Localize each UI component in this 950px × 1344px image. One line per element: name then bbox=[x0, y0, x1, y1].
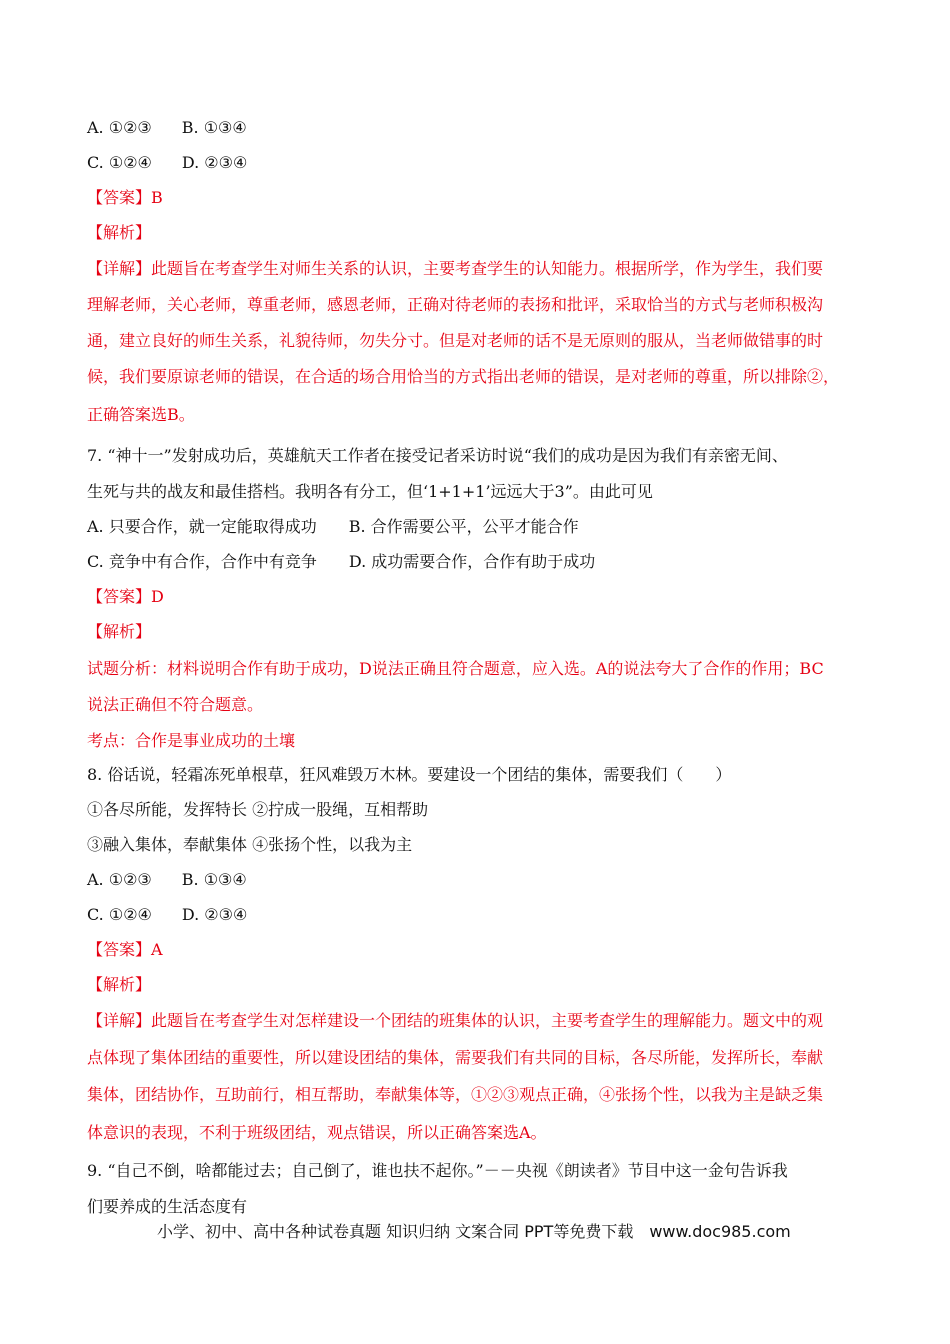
q6-detail-line: 候，我们要原谅老师的错误，在合适的场合用恰当的方式指出老师的错误，是对老师的尊重，所以排除②， bbox=[87, 367, 840, 386]
q6-option-c: C. ①②④ bbox=[87, 153, 152, 172]
q7-options-row-2 bbox=[87, 551, 595, 573]
q8-options-row-2 bbox=[87, 904, 247, 926]
q6-option-b: B. ①③④ bbox=[181, 118, 247, 137]
q7-detail-line: 说法正确但不符合题意。 bbox=[87, 695, 264, 714]
q7-detail-line: 试题分析：材料说明合作有助于成功，D说法正确且符合题意，应入选。A的说法夸大了合作的作用；BC bbox=[87, 659, 824, 678]
q7-knowledge-point: 考点：合作是事业成功的土壤 bbox=[87, 731, 296, 750]
q6-detail-line: 【详解】此题旨在考查学生对师生关系的认识，主要考查学生的认知能力。根据所学，作为学生，我们要 bbox=[87, 259, 824, 278]
q6-options-row-1 bbox=[87, 117, 247, 139]
q6-option-a: A. ①②③ bbox=[87, 118, 152, 137]
q8-detail-line: 体意识的表现，不利于班级团结，观点错误，所以正确答案选A。 bbox=[87, 1123, 547, 1142]
q6-detail-line: 通，建立良好的师生关系，礼貌待师，勿失分寸。但是对老师的话不是无原则的服从，当老师做错事的时 bbox=[87, 331, 824, 350]
q8-analysis-label: 【解析】 bbox=[87, 975, 152, 994]
q9-stem-line: 9. “自己不倒，啥都能过去；自己倒了，谁也扶不起你。”－－央视《朗读者》节目中这一金句告诉我 bbox=[87, 1161, 788, 1180]
q6-option-d: D. ②③④ bbox=[181, 153, 248, 172]
q6-answer: 【答案】B bbox=[87, 188, 163, 207]
q7-answer: 【答案】D bbox=[87, 587, 164, 606]
q8-detail-line: 【详解】此题旨在考查学生对怎样建设一个团结的班集体的认识，主要考查学生的理解能力。题文中的观 bbox=[87, 1011, 824, 1030]
q8-option-a: A. ①②③ bbox=[87, 870, 152, 889]
q7-option-b: B. 合作需要公平，公平才能合作 bbox=[348, 517, 579, 536]
q8-options-row-1 bbox=[87, 869, 247, 891]
q6-detail-line: 正确答案选B。 bbox=[87, 405, 195, 424]
q8-detail-line: 集体，团结协作，互助前行，相互帮助，奉献集体等，①②③观点正确，④张扬个性，以我为主是缺乏集 bbox=[87, 1085, 824, 1104]
q7-analysis-label: 【解析】 bbox=[87, 622, 152, 641]
q8-answer: 【答案】A bbox=[87, 940, 163, 959]
q6-options-row-2 bbox=[87, 152, 247, 174]
q8-option-c: C. ①②④ bbox=[87, 905, 152, 924]
q8-detail-line: 点体现了集体团结的重要性，所以建设团结的集体，需要我们有共同的目标，各尽所能，发挥所长，奉献 bbox=[87, 1048, 824, 1067]
q7-options-row-1 bbox=[87, 516, 579, 538]
q7-stem-line: 生死与共的战友和最佳搭档。我明各有分工，但‘1+1+1’远远大于3”。由此可见 bbox=[87, 482, 653, 501]
q7-option-d: D. 成功需要合作，合作有助于成功 bbox=[348, 552, 596, 571]
q6-analysis-label: 【解析】 bbox=[87, 223, 152, 242]
q8-item-line: ③融入集体，奉献集体 ④张扬个性，以我为主 bbox=[87, 835, 413, 854]
q7-stem-line: 7. “神十一”发射成功后，英雄航天工作者在接受记者采访时说“我们的成功是因为我们有亲密无间、 bbox=[87, 446, 788, 465]
q6-detail-line: 理解老师，关心老师，尊重老师，感恩老师，正确对待老师的表扬和批评，采取恰当的方式与老师积极沟 bbox=[87, 295, 824, 314]
page-footer: 小学、初中、高中各种试卷真题 知识归纳 文案合同 PPT等免费下载 www.doc985.com bbox=[157, 1222, 791, 1241]
q7-option-a: A. 只要合作，就一定能取得成功 bbox=[87, 517, 317, 536]
q9-stem-line: 们要养成的生活态度有 bbox=[87, 1197, 248, 1216]
q7-option-c: C. 竞争中有合作，合作中有竞争 bbox=[87, 552, 317, 571]
q8-option-d: D. ②③④ bbox=[181, 905, 248, 924]
q8-item-line: ①各尽所能，发挥特长 ②拧成一股绳，互相帮助 bbox=[87, 800, 429, 819]
q8-option-b: B. ①③④ bbox=[181, 870, 247, 889]
q8-stem: 8. 俗话说，轻霜冻死单根草，狂风难毁万木林。要建设一个团结的集体，需要我们（ ） bbox=[87, 765, 732, 784]
